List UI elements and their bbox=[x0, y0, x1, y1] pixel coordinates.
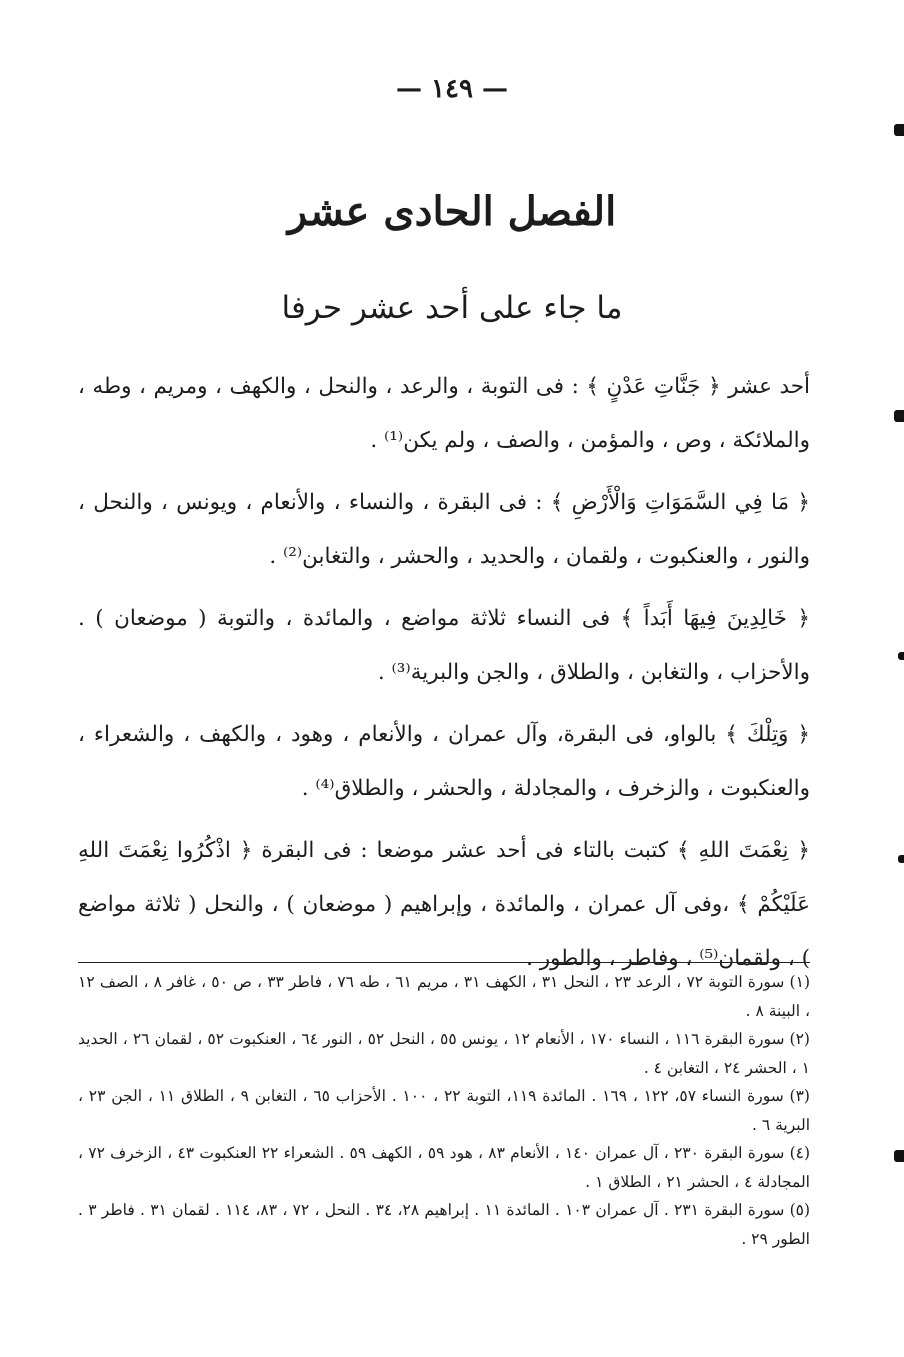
scan-edge-mark bbox=[898, 855, 904, 863]
footnote: (١) سورة التوبة ٧٢ ، الرعد ٢٣ ، النحل ٣١ ، الكهف ٣١ ، مريم ٦١ ، طه ٧٦ ، فاطر ٣٣ ، ص ٥٠ ، غافر ٨ ، الصف ١٢ ، البينة ٨ . bbox=[78, 973, 810, 1020]
footnotes bbox=[78, 968, 810, 1253]
main-text bbox=[78, 360, 810, 988]
paragraph: ﴿ مَا فِي السَّمَوَاتِ وَالْأَرْضِ ﴾ : فى البقرة ، والنساء ، والأنعام ، ويونس ، والنحل ، والنور ، والعنكبوت ، ولقمان ، والحديد ، والحشر ، والتغابن⁽²⁾ . bbox=[78, 490, 810, 569]
page-number: — ١٤٩ — bbox=[395, 74, 509, 104]
footnote: (٣) سورة النساء ٥٧، ١٢٢ ، ١٦٩ . المائدة ١١٩، التوبة ٢٢ ، ١٠٠ . الأحزاب ٦٥ ، التغابن ٩ ، الطلاق ١١ ، الجن ٢٣ ، البرية ٦ . bbox=[78, 1087, 810, 1134]
paragraph: ﴿ خَالِدِينَ فِيهَا أَبَداً ﴾ فى النساء ثلاثة مواضع ، والمائدة ، والتوبة ( موضعان ) . والأحزاب ، والتغابن ، والطلاق ، والجن والبرية⁽³⁾ . bbox=[78, 606, 810, 685]
section-title: ما جاء على أحد عشر حرفا bbox=[281, 290, 623, 326]
scan-edge-mark bbox=[894, 124, 904, 136]
scan-edge-mark bbox=[894, 410, 904, 422]
scan-edge-mark bbox=[894, 1150, 904, 1162]
paragraph: ﴿ نِعْمَتَ اللهِ ﴾ كتبت بالتاء فى أحد عشر موضعا : فى البقرة ﴿ اذْكُرُوا نِعْمَتَ اللهِ عَلَيْكُمْ ﴾ ،وفى آل عمران ، والمائدة ، وإبراهيم ( موضعان ) ، والنحل ( ثلاثة مواضع ) ، ولقمان⁽⁵⁾ ، وفاطر ، والطور . bbox=[78, 838, 810, 971]
footnote: (٢) سورة البقرة ١١٦ ، النساء ١٧٠ ، الأنعام ١٢ ، يونس ٥٥ ، النحل ٥٢ ، النور ٦٤ ، العنكبوت ٥٢ ، لقمان ٢٦ ، الحديد ١ ، الحشر ٢٤ ، التغابن ٤ . bbox=[78, 1030, 810, 1077]
paragraph: ﴿ وَتِلْكَ ﴾ بالواو، فى البقرة، وآل عمران ، والأنعام ، وهود ، والكهف ، والشعراء ، والعنكبوت ، والزخرف ، والمجادلة ، والحشر ، والطلاق⁽⁴⁾ . bbox=[78, 722, 810, 801]
footnote-divider bbox=[78, 962, 810, 963]
footnote: (٤) سورة البقرة ٢٣٠ ، آل عمران ١٤٠ ، الأنعام ٨٣ ، هود ٥٩ ، الكهف ٥٩ . الشعراء ٢٢ العنكبوت ٤٣ ، الزخرف ٧٢ ، المجادلة ٤ ، الحشر ٢١ ، الطلاق ١ . bbox=[78, 1144, 811, 1191]
chapter-title: الفصل الحادى عشر bbox=[287, 188, 617, 235]
footnote: (٥) سورة البقرة ٢٣١ . آل عمران ١٠٣ . المائدة ١١ . إبراهيم ٢٨، ٣٤ . النحل ، ٧٢ ، ٨٣، ١١٤ . لقمان ٣١ . فاطر ٣ . الطور ٢٩ . bbox=[78, 1201, 811, 1248]
scan-edge-mark bbox=[898, 652, 904, 660]
paragraph: أحد عشر ﴿ جَنَّاتِ عَدْنٍ ﴾ : فى التوبة ، والرعد ، والنحل ، والكهف ، ومريم ، وطه ، والملائكة ، وص ، والمؤمن ، والصف ، ولم يكن⁽¹⁾ . bbox=[78, 374, 810, 453]
